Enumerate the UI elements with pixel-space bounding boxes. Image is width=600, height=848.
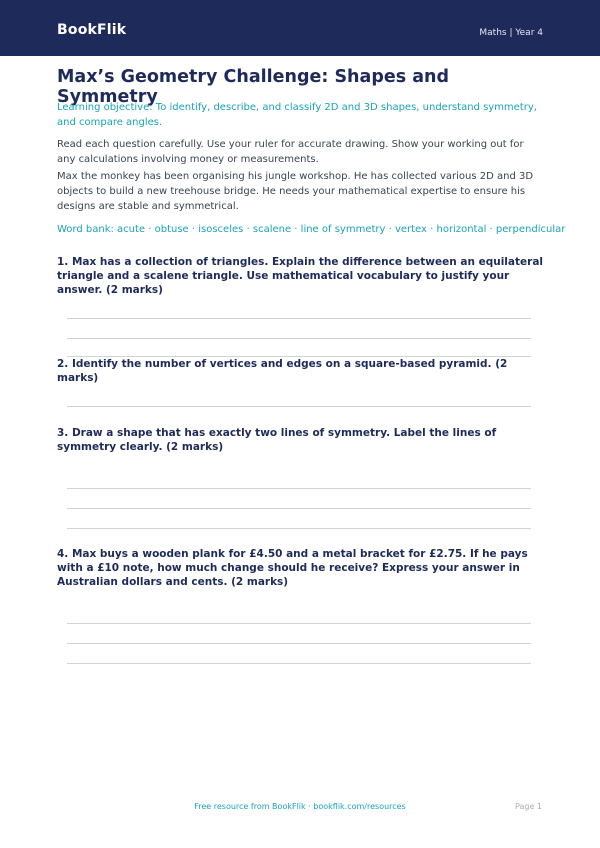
story-text: Max the monkey has been organising his jungle workshop. He has collected various 2D and 3D objects to build a new treehouse bridge. He needs your mathematical expertise to ensure his designs are stable and symmetrical.	[57, 171, 534, 212]
word-bank: Word bank: acute · obtuse · isosceles · scalene · line of symmetry · vertex · horizontal · perpendicular	[57, 224, 566, 235]
brand-logo[interactable]: BookFlik	[57, 22, 127, 38]
subject-year-label: Maths | Year 4	[479, 28, 543, 38]
question-1: 1. Max has a collection of triangles. Explain the difference between an equilateral triangle and a scalene triangle. Use mathematical vocabulary to justify your answer. (2 marks)	[57, 256, 543, 296]
footer-credit[interactable]: Free resource from BookFlik · bookflik.com/resources	[194, 802, 406, 811]
answer-line[interactable]	[67, 643, 531, 644]
answer-line[interactable]	[67, 488, 531, 489]
header-bar	[0, 0, 600, 56]
answer-line[interactable]	[67, 528, 531, 529]
page-number: Page 1	[515, 802, 542, 811]
answer-line[interactable]	[67, 508, 531, 509]
answer-line[interactable]	[67, 623, 531, 624]
answer-line[interactable]	[67, 318, 531, 319]
page-title: Max’s Geometry Challenge: Shapes and Symmetry	[57, 67, 450, 107]
question-3: 3. Draw a shape that has exactly two lines of symmetry. Label the lines of symmetry clearly. (2 marks)	[57, 427, 497, 453]
instructions-text: Read each question carefully. Use your ruler for accurate drawing. Show your working out for any calculations involving money or measurements.	[57, 139, 524, 165]
answer-line[interactable]	[67, 338, 531, 339]
question-2: 2. Identify the number of vertices and edges on a square-based pyramid. (2 marks)	[57, 358, 508, 384]
question-4: 4. Max buys a wooden plank for £4.50 and a metal bracket for £2.75. If he pays with a £10 note, how much change should he receive? Express your answer in Australian dollars and cents. (2 marks)	[57, 548, 528, 588]
answer-line[interactable]	[67, 663, 531, 664]
answer-line[interactable]	[67, 406, 531, 407]
learning-objective: Learning objective: To identify, describe, and classify 2D and 3D shapes, understand symmetry, and compare angles.	[57, 102, 537, 128]
